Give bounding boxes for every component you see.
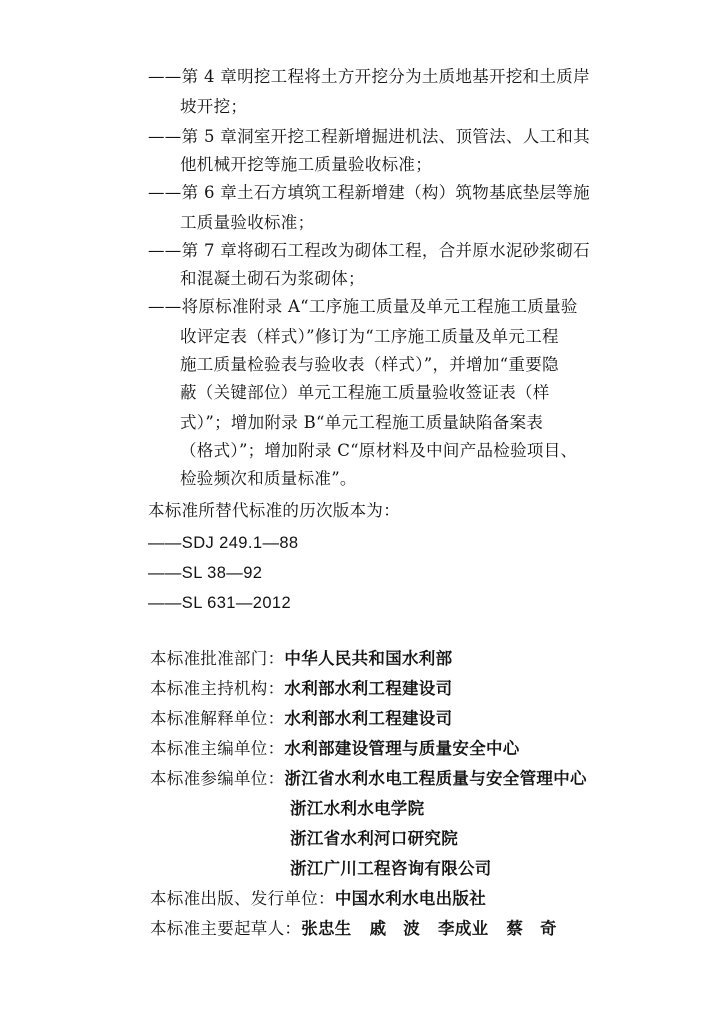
info-approval-value: 中华人民共和国水利部 — [284, 649, 453, 668]
info-participate-value-2: 浙江水利水电学院 — [290, 799, 425, 818]
change-item-ch4-line1: ——第 4 章明挖工程将土方开挖分为土质地基开挖和土质岸 — [148, 67, 590, 86]
history-version-3: ——SL 631—2012 — [148, 594, 292, 612]
info-chief — [150, 738, 520, 760]
history-version-1: ——SDJ 249.1—88 — [148, 534, 299, 552]
info-publisher-value: 中国水利水电出版社 — [334, 889, 487, 908]
change-item-ch6-line2: 工质量验收标准； — [180, 213, 315, 232]
info-interpret-value: 水利部水利工程建设司 — [284, 709, 453, 728]
change-item-ch7-line2: 和混凝土砌石为浆砌体； — [180, 269, 365, 288]
drafter-name: 蔡 奇 — [506, 919, 557, 938]
info-participate-label: 本标准参编单位： — [150, 769, 285, 788]
info-publisher-label: 本标准出版、发行单位： — [150, 889, 335, 908]
appendix-change-line4: 蔽（关键部位）单元工程施工质量验收签证表（样 — [180, 383, 550, 402]
appendix-change-line7: 检验频次和质量标准”。 — [180, 469, 357, 488]
drafter-name: 张忠生 — [301, 919, 352, 938]
drafter-name: 李成业 — [438, 919, 489, 938]
info-publisher — [150, 888, 486, 910]
change-item-ch5-line1: ——第 5 章洞室开挖工程新增掘进机法、顶管法、人工和其 — [148, 127, 590, 146]
appendix-change-line2: 收评定表（样式）”修订为“工序施工质量及单元工程 — [180, 327, 559, 346]
appendix-change-line5: 式）”；增加附录 B“单元工程施工质量缺陷备案表 — [180, 413, 544, 432]
info-host-value: 水利部水利工程建设司 — [284, 679, 453, 698]
appendix-change-line1: ——将原标准附录 A“工序施工质量及单元工程施工质量验 — [148, 297, 578, 316]
info-approval-label: 本标准批准部门： — [150, 649, 285, 668]
info-chief-value: 水利部建设管理与质量安全中心 — [284, 739, 520, 758]
history-intro: 本标准所替代标准的历次版本为： — [148, 501, 400, 520]
info-host — [150, 678, 452, 700]
info-interpret — [150, 708, 452, 730]
info-chief-label: 本标准主编单位： — [150, 739, 285, 758]
info-participate — [150, 768, 587, 790]
appendix-change-line6: （格式）”；增加附录 C“原材料及中间产品检验项目、 — [180, 441, 578, 460]
info-participate-value-1: 浙江省水利水电工程质量与安全管理中心 — [284, 769, 587, 788]
change-item-ch4-line2: 坡开挖； — [180, 97, 248, 116]
info-participate-value-3: 浙江省水利河口研究院 — [290, 829, 458, 848]
info-host-label: 本标准主持机构： — [150, 679, 285, 698]
info-participate-value-4: 浙江广川工程咨询有限公司 — [290, 859, 492, 878]
change-item-ch7-line1: ——第 7 章将砌石工程改为砌体工程，合并原水泥砂浆砌石 — [148, 241, 590, 260]
change-item-ch5-line2: 他机械开挖等施工质量验收标准； — [180, 155, 432, 174]
drafter-name: 戚 波 — [369, 919, 421, 938]
change-item-ch6-line1: ——第 6 章土石方填筑工程新增建（构）筑物基底垫层等施 — [148, 183, 590, 202]
info-drafters-label: 本标准主要起草人： — [150, 919, 302, 938]
info-drafters — [150, 918, 557, 940]
history-version-2: ——SL 38—92 — [148, 564, 263, 582]
info-approval — [150, 648, 452, 670]
info-interpret-label: 本标准解释单位： — [150, 709, 285, 728]
appendix-change-line3: 施工质量检验表与验收表（样式）”，并增加“重要隐 — [180, 355, 559, 374]
